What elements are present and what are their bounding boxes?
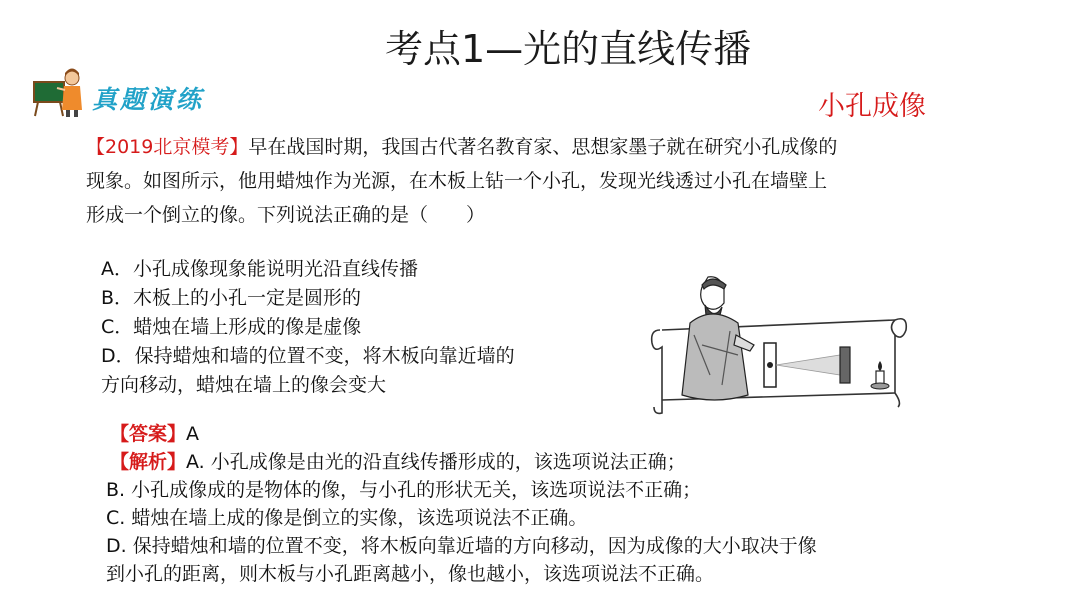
candle bbox=[871, 361, 889, 389]
answer-label: 【答案】 bbox=[110, 423, 187, 445]
options-list bbox=[101, 255, 515, 400]
explanation-b: B. 小孔成像成的是物体的像，与小孔的形状无关，该选项说法不正确； bbox=[106, 479, 702, 501]
answer-value: A bbox=[186, 423, 200, 445]
board-with-pinhole bbox=[764, 343, 840, 387]
explanation-d-line-1: D. 保持蜡烛和墙的位置不变，将木板向靠近墙的方向移动，因为成像的大小取决于像 bbox=[106, 535, 817, 557]
question-line-3: 形成一个倒立的像。下列说法正确的是（ ） bbox=[86, 204, 486, 226]
question-source: 【2019北京模考】 bbox=[86, 136, 249, 158]
question-line-2: 现象。如图所示，他用蜡烛作为光源，在木板上钻一个小孔，发现光线透过小孔在墙壁上 bbox=[86, 170, 828, 192]
question-line-1: 早在战国时期，我国古代著名教育家、思想家墨子就在研究小孔成像的 bbox=[248, 136, 838, 158]
explanation-c: C. 蜡烛在墙上成的像是倒立的实像，该选项说法不正确。 bbox=[106, 507, 588, 529]
teacher-blackboard-icon bbox=[32, 68, 86, 118]
explanation bbox=[106, 448, 817, 588]
option-d-line-2: 方向移动，蜡烛在墙上的像会变大 bbox=[101, 374, 387, 396]
option-d-line-1: D．保持蜡烛和墙的位置不变，将木板向靠近墙的 bbox=[101, 345, 515, 367]
mozi-figure bbox=[682, 277, 754, 400]
option-c: C．蜡烛在墙上形成的像是虚像 bbox=[101, 316, 362, 338]
explanation-a: A. 小孔成像是由光的沿直线传播形成的，该选项说法正确； bbox=[186, 451, 686, 473]
wall-screen bbox=[840, 347, 850, 383]
answer-line bbox=[110, 422, 199, 447]
pinhole-camera-illustration bbox=[650, 275, 915, 415]
option-a: A．小孔成像现象能说明光沿直线传播 bbox=[101, 258, 418, 280]
explanation-d-line-2: 到小孔的距离，则木板与小孔距离越小，像也越小，该选项说法不正确。 bbox=[106, 563, 715, 585]
explanation-label: 【解析】 bbox=[110, 451, 187, 473]
section-badge: 真题演练 bbox=[92, 85, 205, 114]
option-b: B．木板上的小孔一定是圆形的 bbox=[101, 287, 362, 309]
topic-label: 小孔成像 bbox=[818, 91, 926, 122]
question-text bbox=[86, 130, 986, 232]
slide-title: 考点1—光的直线传播 bbox=[385, 27, 752, 71]
